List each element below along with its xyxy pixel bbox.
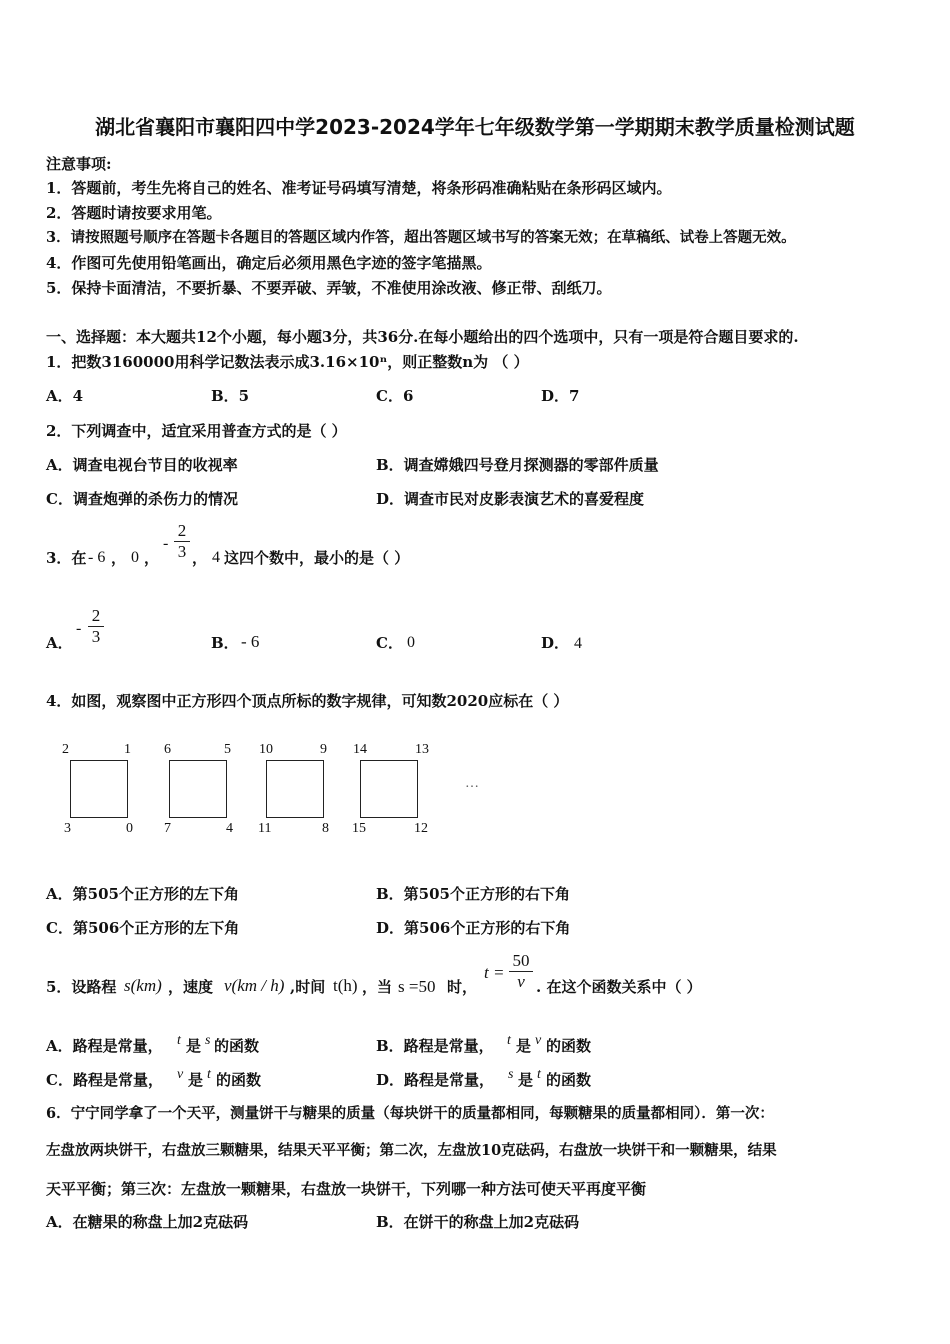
question-5-text: 时，: [447, 978, 478, 996]
q3-option-d-label: D．: [541, 634, 570, 652]
fraction-numerator: 50: [512, 951, 530, 970]
option-variable: t: [207, 1067, 211, 1082]
q2-option-a: A．调查电视台节目的收视率: [46, 456, 238, 474]
q3-option-b-value: - 6: [241, 632, 260, 651]
page-title: 湖北省襄阳市襄阳四中学2023-2024学年七年级数学第一学期期末教学质量检测试题: [95, 115, 855, 139]
q6-option-b: B．在饼干的称盘上加2克砝码: [376, 1213, 580, 1231]
q3-number: 4: [212, 549, 220, 566]
q3-option-a-fraction: [88, 606, 104, 647]
q3-option-d-value: 4: [574, 635, 582, 652]
question-6-line: 6．宁宁同学拿了一个天平，测量饼干与糖果的质量（每块饼干的质量都相同，每颗糖果的质量都相同）．第一次：: [46, 1105, 774, 1122]
q3-separator: ，: [192, 549, 208, 567]
notice-item: 5．保持卡面清洁，不要折暴、不要弄破、弄皱，不准使用涂改液、修正带、刮纸刀。: [46, 279, 612, 297]
q3-separator: ，: [111, 549, 127, 567]
q1-option-b: B．5: [211, 387, 250, 405]
q3-option-a-label: A．: [46, 634, 73, 652]
option-variable: s: [205, 1033, 211, 1048]
vertex-label: 0: [126, 821, 133, 836]
vertex-label: 1: [124, 742, 131, 757]
question-5-text: ，当: [362, 978, 393, 996]
q1-option-c: C．6: [376, 387, 414, 405]
option-variable: s: [508, 1067, 514, 1082]
vertex-label: 5: [224, 742, 231, 757]
square-1: [70, 760, 128, 818]
option-text: 是: [186, 1037, 202, 1055]
vertex-label: 6: [164, 742, 171, 757]
notice-heading: 注意事项:: [46, 155, 112, 173]
option-text: 是: [516, 1037, 532, 1055]
option-text: C．路程是常量，: [46, 1071, 163, 1089]
q4-option-d: D．第506个正方形的右下角: [376, 919, 571, 937]
vertex-label: 2: [62, 742, 69, 757]
option-text: 是: [518, 1071, 534, 1089]
vertex-label: 15: [352, 821, 366, 836]
vertex-label: 3: [64, 821, 71, 836]
q5-formula-lhs: t =: [484, 963, 505, 982]
fraction-denominator: v: [517, 972, 525, 991]
q3-number: - 6: [88, 549, 106, 566]
vertex-label: 12: [414, 821, 428, 836]
option-variable: t: [507, 1033, 511, 1048]
question-5-text: ，速度: [168, 978, 214, 996]
fraction-numerator: 2: [91, 606, 101, 625]
option-text: B．路程是常量，: [376, 1037, 494, 1055]
question-5-text: ,时间: [290, 978, 326, 996]
option-variable: t: [177, 1033, 181, 1048]
option-variable: v: [177, 1067, 184, 1082]
vertex-label: 7: [164, 821, 171, 836]
option-text: 的函数: [546, 1037, 592, 1055]
q4-option-b: B．第505个正方形的右下角: [376, 885, 570, 903]
notice-item: 2．答题时请按要求用笔。: [46, 204, 222, 222]
q2-option-d: D．调查市民对皮影表演艺术的喜爱程度: [376, 490, 645, 508]
option-variable: t: [537, 1067, 541, 1082]
option-text: 的函数: [216, 1071, 262, 1089]
q3-option-c-label: C．: [376, 634, 403, 652]
fraction-denominator: 3: [177, 542, 187, 561]
vertex-label: 13: [415, 742, 429, 757]
q5-condition: s =50: [398, 977, 436, 996]
square-4: [360, 760, 418, 818]
vertex-label: 10: [259, 742, 273, 757]
question-4-stem: 4．如图，观察图中正方形四个顶点所标的数字规律，可知数2020应标在（ ）: [46, 692, 569, 710]
question-2-stem: 2．下列调查中，适宜采用普查方式的是（ ）: [46, 422, 347, 440]
notice-item: 3．请按照题号顺序在答题卡各题目的答题区域内作答，超出答题区域书写的答案无效；在草稿纸、试卷上答题无效。: [46, 229, 796, 246]
q2-option-b: B．调查嫦娥四号登月探测器的零部件质量: [376, 456, 659, 474]
option-text: 的函数: [214, 1037, 260, 1055]
option-text: D．路程是常量，: [376, 1071, 495, 1089]
q5-fraction: [509, 951, 533, 992]
option-text: A．路程是常量，: [46, 1037, 163, 1055]
question-1-stem: 1．把数3160000用科学记数法表示成3.16×10ⁿ，则正整数n为 （ ）: [46, 353, 529, 371]
question-6-line: 左盘放两块饼干，右盘放三颗糖果，结果天平平衡；第二次，左盘放10克砝码，右盘放一块饼干和一颗糖果，结果: [46, 1142, 777, 1159]
notice-item: 1．答题前，考生先将自己的姓名、准考证号码填写清楚，将条形码准确粘贴在条形码区域内。: [46, 179, 672, 197]
q3-separator: ，: [144, 549, 160, 567]
vertex-label: 9: [320, 742, 327, 757]
option-text: 的函数: [546, 1071, 592, 1089]
section-heading: 一、选择题：本大题共12个小题，每小题3分，共36分.在每小题给出的四个选项中，只有一项是符合题目要求的.: [46, 328, 799, 346]
option-variable: v: [535, 1033, 542, 1048]
q4-option-a: A．第505个正方形的左下角: [46, 885, 239, 903]
vertex-label: 14: [353, 742, 367, 757]
question-3-suffix: 这四个数中，最小的是（ ）: [224, 549, 410, 567]
fraction-numerator: 2: [177, 521, 187, 540]
square-3: [266, 760, 324, 818]
q4-option-c: C．第506个正方形的左下角: [46, 919, 240, 937]
q3-option-a-minus: -: [76, 620, 82, 637]
notice-item: 4．作图可先使用铅笔画出，确定后必须用黑色字迹的签字笔描黑。: [46, 254, 492, 272]
q5-symbol-t: t(h): [333, 976, 358, 995]
vertex-label: 4: [226, 821, 233, 836]
q3-fraction: [174, 521, 190, 562]
q6-option-a: A．在糖果的称盘上加2克砝码: [46, 1213, 249, 1231]
q3-option-c-value: 0: [407, 634, 415, 651]
question-3-prefix: 3．在: [46, 549, 87, 567]
question-6-line: 天平平衡；第三次：左盘放一颗糖果，右盘放一块饼干，下列哪一种方法可使天平再度平衡: [46, 1180, 647, 1198]
option-text: 是: [188, 1071, 204, 1089]
vertex-label: 11: [258, 821, 272, 836]
question-5-text: 5．设路程: [46, 978, 117, 996]
q3-number: 0: [131, 549, 139, 566]
q1-option-d: D．7: [541, 387, 580, 405]
q3-option-b-label: B．: [211, 634, 239, 652]
q5-symbol-v: v(km / h): [224, 976, 285, 995]
ellipsis: …: [465, 776, 479, 791]
square-2: [169, 760, 227, 818]
vertex-label: 8: [322, 821, 329, 836]
q2-option-c: C．调查炮弹的杀伤力的情况: [46, 490, 238, 508]
q5-symbol-s: s(km): [124, 976, 162, 995]
question-5-text: . 在这个函数关系中（ ）: [536, 978, 702, 996]
q1-option-a: A．4: [46, 387, 84, 405]
q3-minus-sign: -: [163, 535, 169, 552]
fraction-denominator: 3: [91, 627, 101, 646]
